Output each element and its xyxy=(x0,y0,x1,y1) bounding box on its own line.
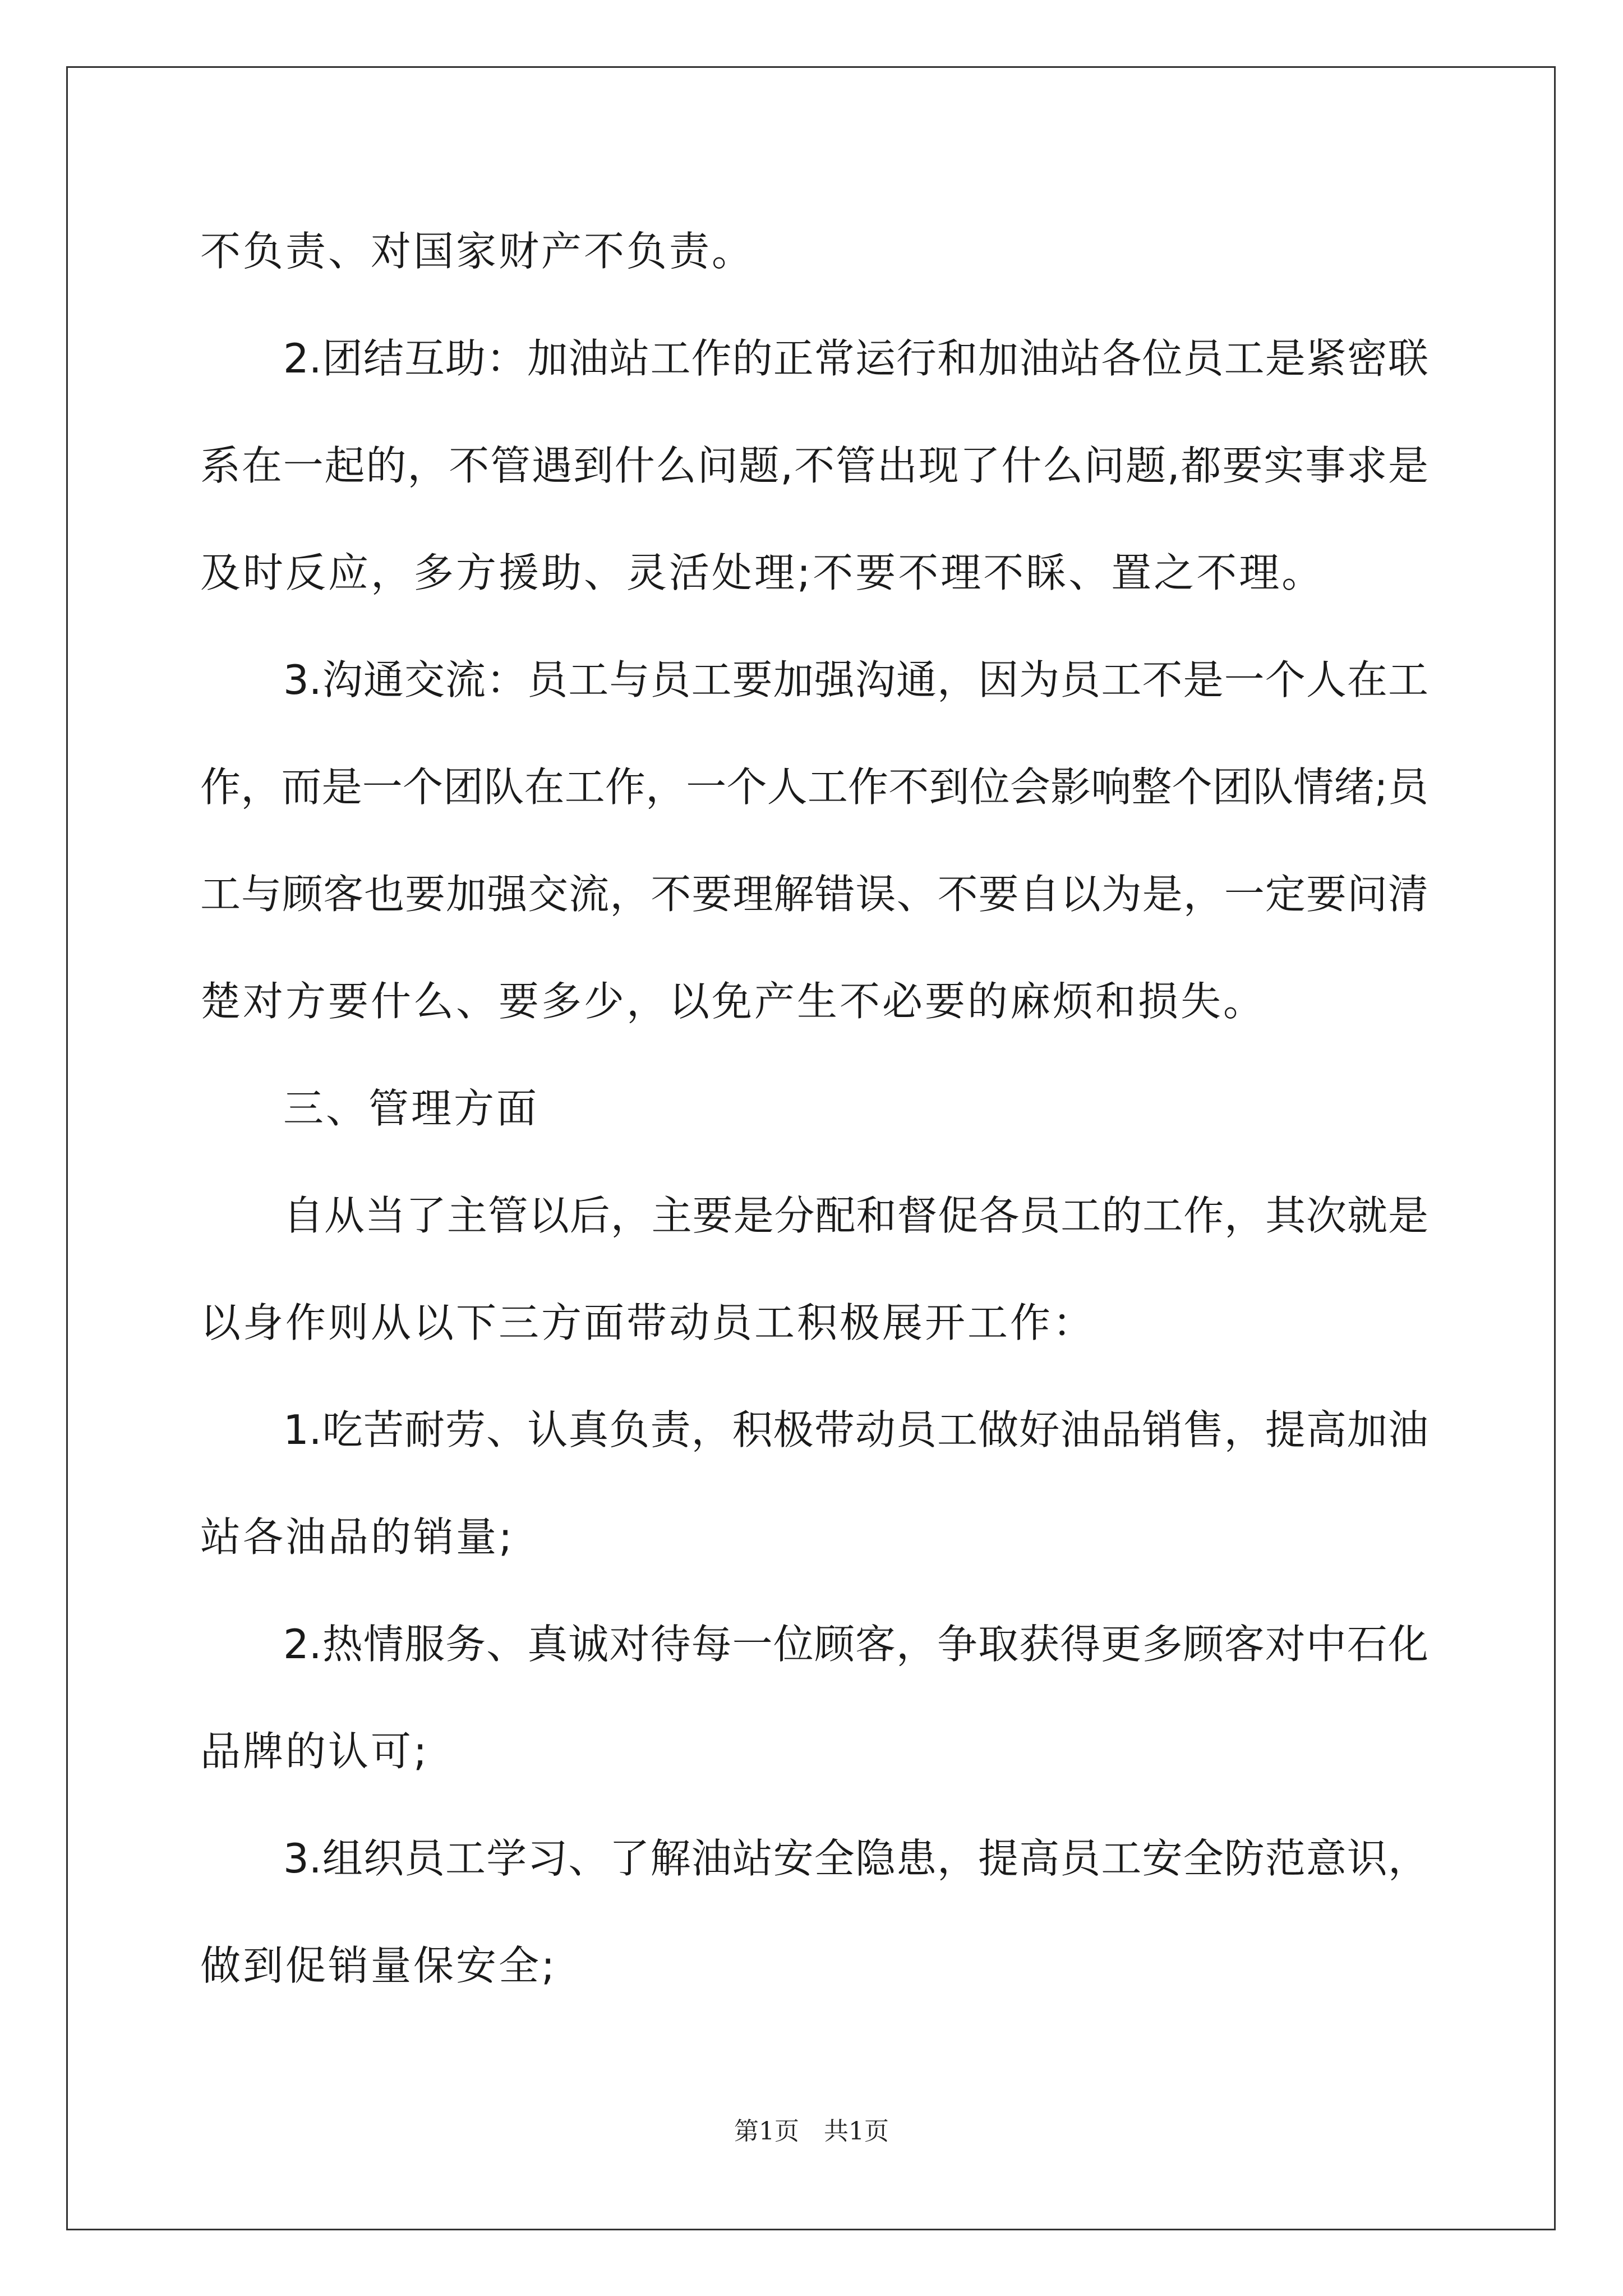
paragraph-line: 以身作则从以下三方面带动员工积极展开工作： xyxy=(200,1299,1096,1346)
paragraph-line: 工与顾客也要加强交流，不要理解错误、不要自以为是，一定要问清 xyxy=(200,871,1428,918)
paragraph-line: 3.沟通交流：员工与员工要加强沟通，因为员工不是一个人在工 xyxy=(283,656,1428,703)
section-heading: 三、管理方面 xyxy=(283,1085,540,1132)
page-border xyxy=(66,66,1556,2230)
paragraph-line: 自从当了主管以后，主要是分配和督促各员工的工作，其次就是 xyxy=(283,1192,1428,1239)
paragraph-line: 楚对方要什么、要多少，以免产生不必要的麻烦和损失。 xyxy=(200,978,1266,1025)
paragraph-line: 不负责、对国家财产不负责。 xyxy=(200,228,755,275)
paragraph-line: 系在一起的，不管遇到什么问题,不管出现了什么问题,都要实事求是 xyxy=(200,442,1428,489)
page-footer: 第1页 共1页 xyxy=(734,2117,889,2146)
paragraph-line: 3.组织员工学习、了解油站安全隐患，提高员工安全防范意识， xyxy=(283,1835,1428,1882)
paragraph-line: 做到促销量保安全; xyxy=(200,1942,557,1989)
paragraph-line: 2.热情服务、真诚对待每一位顾客，争取获得更多顾客对中石化 xyxy=(283,1621,1428,1668)
paragraph-line: 作，而是一个团队在工作，一个人工作不到位会影响整个团队情绪;员 xyxy=(200,763,1428,811)
paragraph-line: 1.吃苦耐劳、认真负责，积极带动员工做好油品销售，提高加油 xyxy=(283,1406,1428,1453)
paragraph-line: 2.团结互助：加油站工作的正常运行和加油站各位员工是紧密联 xyxy=(283,335,1428,382)
paragraph-line: 及时反应，多方援助、灵活处理;不要不理不睬、置之不理。 xyxy=(200,549,1325,596)
paragraph-line: 站各油品的销量; xyxy=(200,1513,515,1561)
paragraph-line: 品牌的认可; xyxy=(200,1728,430,1775)
